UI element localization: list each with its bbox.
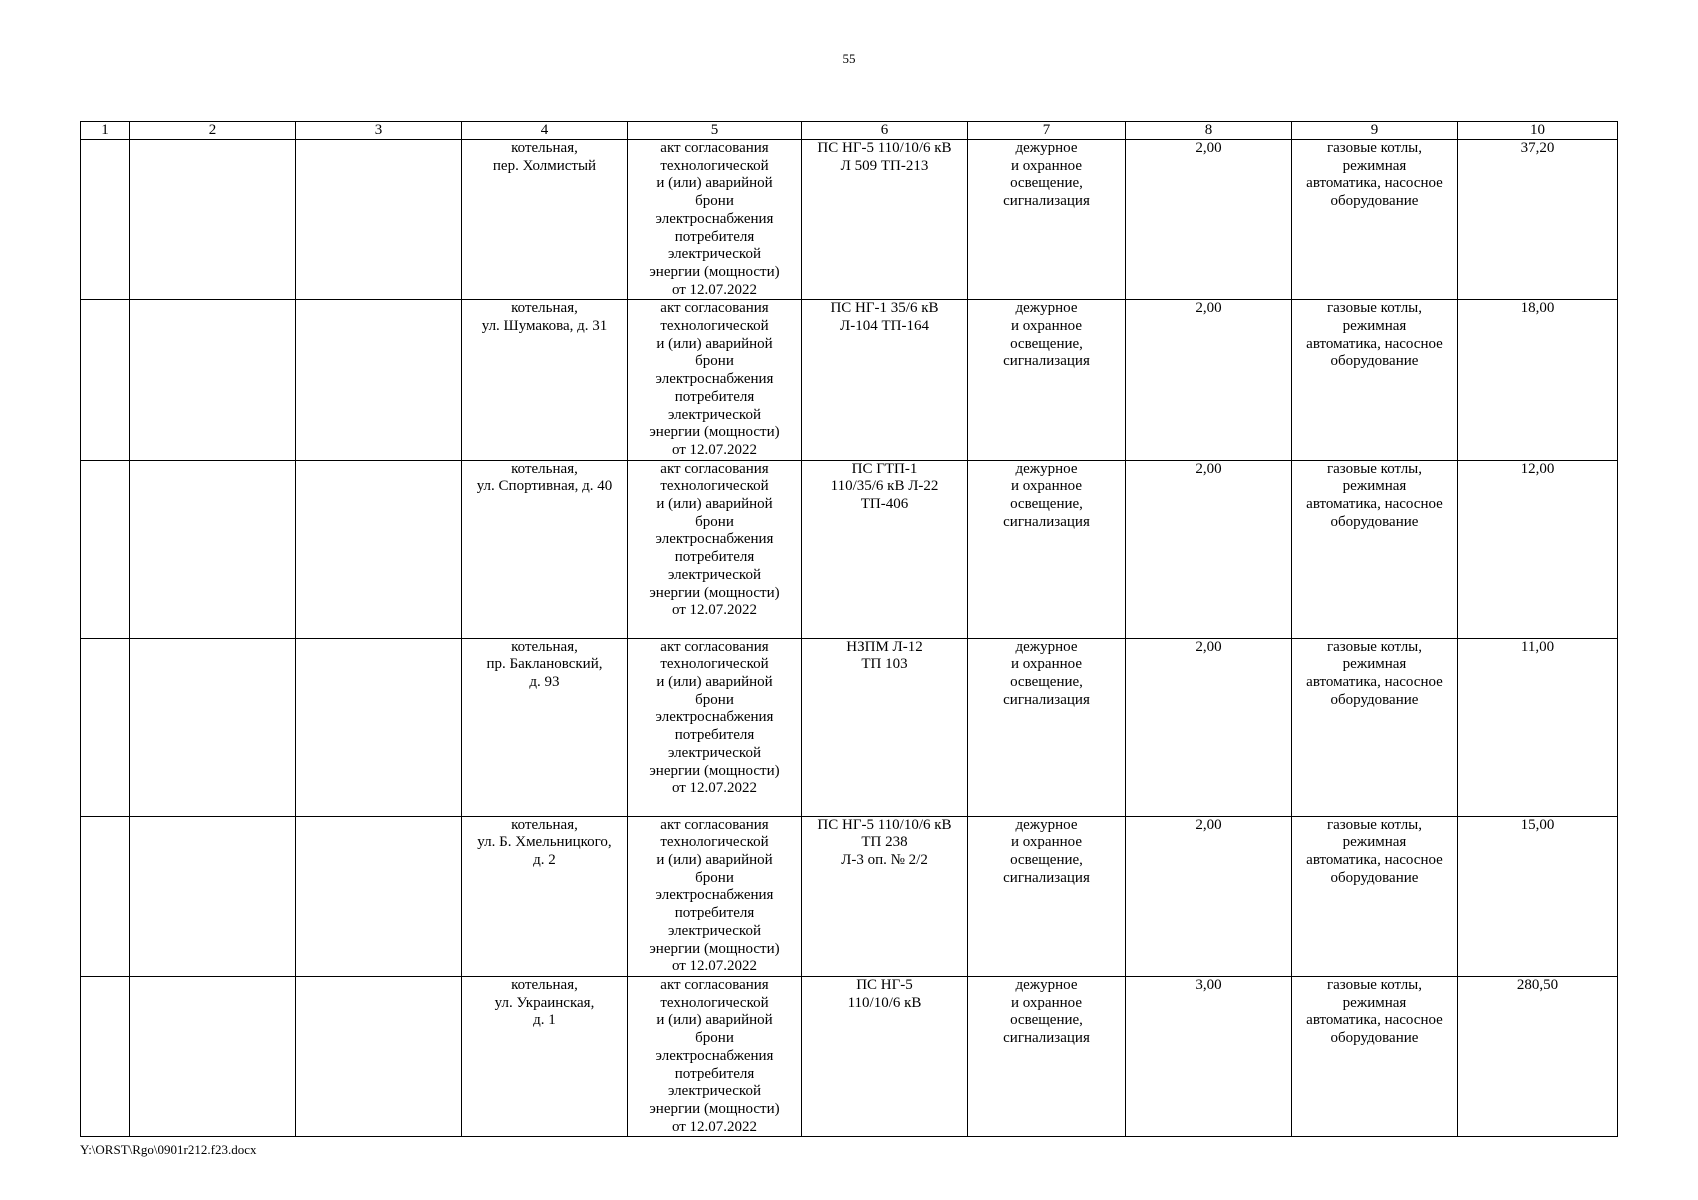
- cell-line: сигнализация: [1003, 869, 1090, 886]
- cell-line: котельная,: [511, 140, 578, 156]
- table-cell-col-7: [968, 140, 1126, 300]
- cell-line: газовые котлы,: [1326, 976, 1423, 993]
- table-cell-col-6: [802, 300, 968, 460]
- cell-line: 110/10/6 кВ: [847, 994, 922, 1011]
- cell-line: ПС НГ-1 35/6 кВ: [830, 300, 939, 317]
- table-cell-col-8: [1126, 300, 1292, 460]
- table-cell-col-9: [1292, 816, 1458, 976]
- cell-line: д. 2: [533, 852, 556, 869]
- cell-line: сигнализация: [1003, 1030, 1090, 1047]
- table-cell-col-8: [1126, 140, 1292, 300]
- cell-line: 2,00: [1195, 140, 1222, 156]
- column-header: 7: [968, 122, 1126, 140]
- cell-line: электрической: [668, 566, 761, 583]
- table-cell-empty: [130, 140, 296, 300]
- cell-line: и (или) аварийной: [656, 175, 773, 192]
- cell-line: ТП 238: [861, 834, 908, 851]
- cell-line: 110/35/6 кВ Л-22: [830, 478, 939, 495]
- cell-line: технологической: [660, 478, 769, 495]
- table-cell-col-8: [1126, 638, 1292, 816]
- cell-line: освещение,: [1010, 496, 1083, 513]
- cell-line: технологической: [660, 834, 769, 851]
- cell-line: и (или) аварийной: [656, 335, 773, 352]
- cell-line: оборудование: [1330, 1030, 1419, 1047]
- cell-line: и (или) аварийной: [656, 496, 773, 513]
- cell-line: от 12.07.2022: [671, 780, 758, 797]
- table-cell-col-9: [1292, 976, 1458, 1136]
- cell-line: и охранное: [1011, 318, 1082, 335]
- cell-line: автоматика, насосное: [1306, 674, 1443, 691]
- table-cell-col-6: [802, 638, 968, 816]
- cell-line: потребителя: [674, 727, 755, 744]
- cell-line: 11,00: [1520, 638, 1555, 655]
- cell-line: освещение,: [1010, 852, 1083, 869]
- cell-line: освещение,: [1010, 335, 1083, 352]
- table-cell-col-5: [628, 816, 802, 976]
- cell-line: потребителя: [674, 228, 755, 245]
- table-cell-col-6: [802, 140, 968, 300]
- cell-line: брони: [695, 353, 734, 370]
- cell-line: режимная: [1342, 157, 1407, 174]
- cell-line: ПС НГ-5: [856, 976, 913, 993]
- cell-line: акт согласования: [660, 638, 769, 655]
- column-header: 6: [802, 122, 968, 140]
- table-cell-col-5: [628, 140, 802, 300]
- table-cell-col-10: [1458, 300, 1618, 460]
- cell-line: электроснабжения: [655, 1047, 774, 1064]
- table-cell-col-7: [968, 300, 1126, 460]
- cell-line: ул. Шумакова, д. 31: [481, 318, 608, 335]
- table-cell-col-6: [802, 460, 968, 638]
- column-header: 1: [81, 122, 130, 140]
- cell-line: от 12.07.2022: [671, 958, 758, 975]
- table-cell-col-5: [628, 976, 802, 1136]
- column-header: 9: [1292, 122, 1458, 140]
- cell-line: и охранное: [1011, 157, 1082, 174]
- table-cell-col-4: [462, 460, 628, 638]
- cell-line: оборудование: [1330, 691, 1419, 708]
- cell-line: брони: [695, 691, 734, 708]
- table-cell-empty: [296, 976, 462, 1136]
- cell-line: оборудование: [1330, 193, 1419, 210]
- cell-line: потребителя: [674, 905, 755, 922]
- cell-line: автоматика, насосное: [1306, 175, 1443, 192]
- cell-line: ПС НГ-5 110/10/6 кВ: [817, 816, 952, 833]
- table-cell-col-9: [1292, 638, 1458, 816]
- cell-line: котельная,: [511, 300, 578, 317]
- cell-line: технологической: [660, 318, 769, 335]
- column-header: 4: [462, 122, 628, 140]
- column-header: 10: [1458, 122, 1618, 140]
- table-cell-col-8: [1126, 816, 1292, 976]
- table-cell-empty: [81, 816, 130, 976]
- table-cell-col-4: [462, 816, 628, 976]
- cell-line: электрической: [668, 406, 761, 423]
- table-body: [81, 140, 1618, 1137]
- cell-line: сигнализация: [1003, 691, 1090, 708]
- cell-line: автоматика, насосное: [1306, 335, 1443, 352]
- cell-line: энергии (мощности): [649, 1100, 780, 1117]
- cell-line: акт согласования: [660, 300, 769, 317]
- cell-line: оборудование: [1330, 869, 1419, 886]
- page-number: 55: [842, 51, 856, 66]
- cell-line: дежурное: [1015, 976, 1078, 993]
- table-cell-col-4: [462, 140, 628, 300]
- cell-line: брони: [695, 869, 734, 886]
- table-cell-empty: [296, 300, 462, 460]
- cell-line: д. 1: [533, 1012, 556, 1029]
- table-cell-empty: [130, 638, 296, 816]
- column-header: 2: [130, 122, 296, 140]
- table-row: [81, 638, 1618, 816]
- cell-line: и охранное: [1011, 656, 1082, 673]
- cell-line: брони: [695, 1030, 734, 1047]
- table-cell-col-10: [1458, 140, 1618, 300]
- cell-line: акт согласования: [660, 140, 769, 156]
- cell-line: сигнализация: [1003, 193, 1090, 210]
- table-cell-empty: [130, 976, 296, 1136]
- cell-line: электроснабжения: [655, 210, 774, 227]
- cell-line: и (или) аварийной: [656, 852, 773, 869]
- cell-line: ПС НГ-5 110/10/6 кВ: [817, 140, 952, 156]
- table-row: [81, 816, 1618, 976]
- cell-line: энергии (мощности): [649, 263, 780, 280]
- cell-line: д. 93: [529, 674, 560, 691]
- document-table: [80, 121, 1618, 1137]
- cell-line: и (или) аварийной: [656, 674, 773, 691]
- cell-line: автоматика, насосное: [1306, 852, 1443, 869]
- cell-line: освещение,: [1010, 1012, 1083, 1029]
- cell-line: технологической: [660, 157, 769, 174]
- column-header: 3: [296, 122, 462, 140]
- table-cell-empty: [296, 460, 462, 638]
- table-cell-col-10: [1458, 816, 1618, 976]
- cell-line: котельная,: [511, 638, 578, 655]
- cell-line: 2,00: [1195, 816, 1222, 833]
- cell-line: и охранное: [1011, 994, 1082, 1011]
- cell-line: автоматика, насосное: [1306, 1012, 1443, 1029]
- table-cell-col-8: [1126, 976, 1292, 1136]
- footer-file-path: Y:\ORST\Rgo\0901r212.f23.docx: [80, 1142, 257, 1157]
- cell-line: и охранное: [1011, 478, 1082, 495]
- cell-line: ул. Украинская,: [494, 994, 595, 1011]
- cell-line: электроснабжения: [655, 709, 774, 726]
- cell-line: от 12.07.2022: [671, 602, 758, 619]
- cell-line: 2,00: [1195, 300, 1222, 317]
- cell-line: дежурное: [1015, 460, 1078, 477]
- cell-line: 12,00: [1520, 460, 1555, 477]
- cell-line: Л-104 ТП-164: [840, 318, 929, 335]
- cell-line: режимная: [1342, 478, 1407, 495]
- cell-line: энергии (мощности): [649, 584, 780, 601]
- table-row: [81, 140, 1618, 300]
- cell-line: от 12.07.2022: [671, 281, 758, 298]
- table-cell-col-10: [1458, 460, 1618, 638]
- cell-line: 37,20: [1520, 140, 1555, 156]
- cell-line: ул. Спортивная, д. 40: [476, 478, 613, 495]
- cell-line: газовые котлы,: [1326, 816, 1423, 833]
- cell-line: электрической: [668, 1083, 761, 1100]
- cell-line: 18,00: [1520, 300, 1555, 317]
- cell-line: электрической: [668, 922, 761, 939]
- cell-line: от 12.07.2022: [671, 441, 758, 458]
- cell-line: акт согласования: [660, 976, 769, 993]
- cell-line: дежурное: [1015, 816, 1078, 833]
- cell-line: ул. Б. Хмельницкого,: [477, 834, 612, 851]
- cell-line: оборудование: [1330, 353, 1419, 370]
- cell-line: потребителя: [674, 388, 755, 405]
- cell-line: режимная: [1342, 834, 1407, 851]
- cell-line: 3,00: [1195, 976, 1222, 993]
- cell-line: энергии (мощности): [649, 940, 780, 957]
- table-cell-col-6: [802, 976, 968, 1136]
- cell-line: электрической: [668, 744, 761, 761]
- table-cell-empty: [81, 300, 130, 460]
- table-cell-empty: [81, 638, 130, 816]
- cell-line: пер. Холмистый: [492, 157, 597, 174]
- table-cell-empty: [81, 460, 130, 638]
- cell-line: технологической: [660, 656, 769, 673]
- cell-line: потребителя: [674, 549, 755, 566]
- table-cell-col-9: [1292, 460, 1458, 638]
- cell-line: оборудование: [1330, 513, 1419, 530]
- cell-line: газовые котлы,: [1326, 140, 1423, 156]
- table-cell-col-5: [628, 638, 802, 816]
- cell-line: НЗПМ Л-12: [846, 638, 923, 655]
- cell-line: энергии (мощности): [649, 762, 780, 779]
- cell-line: режимная: [1342, 318, 1407, 335]
- cell-line: электрической: [668, 246, 761, 263]
- cell-line: электроснабжения: [655, 371, 774, 388]
- table-cell-col-5: [628, 460, 802, 638]
- cell-line: автоматика, насосное: [1306, 496, 1443, 513]
- cell-line: акт согласования: [660, 460, 769, 477]
- cell-line: газовые котлы,: [1326, 638, 1423, 655]
- table-cell-col-7: [968, 976, 1126, 1136]
- cell-line: потребителя: [674, 1065, 755, 1082]
- cell-line: энергии (мощности): [649, 424, 780, 441]
- cell-line: ТП 103: [861, 656, 908, 673]
- cell-line: технологической: [660, 994, 769, 1011]
- cell-line: режимная: [1342, 656, 1407, 673]
- table-cell-col-10: [1458, 976, 1618, 1136]
- table-cell-empty: [81, 140, 130, 300]
- cell-line: котельная,: [511, 976, 578, 993]
- cell-line: дежурное: [1015, 638, 1078, 655]
- table-cell-empty: [81, 976, 130, 1136]
- cell-line: Л-3 оп. № 2/2: [841, 852, 928, 869]
- table-cell-col-8: [1126, 460, 1292, 638]
- cell-line: газовые котлы,: [1326, 460, 1423, 477]
- cell-line: 280,50: [1516, 976, 1559, 993]
- cell-line: котельная,: [511, 816, 578, 833]
- table-cell-col-4: [462, 638, 628, 816]
- table-cell-col-4: [462, 300, 628, 460]
- table-row: [81, 460, 1618, 638]
- cell-line: электроснабжения: [655, 531, 774, 548]
- table-cell-col-5: [628, 300, 802, 460]
- cell-line: пр. Баклановский,: [486, 656, 603, 673]
- cell-line: брони: [695, 513, 734, 530]
- cell-line: режимная: [1342, 994, 1407, 1011]
- table-cell-empty: [130, 300, 296, 460]
- table-cell-col-9: [1292, 300, 1458, 460]
- cell-line: и охранное: [1011, 834, 1082, 851]
- table-cell-empty: [296, 638, 462, 816]
- table-cell-empty: [296, 140, 462, 300]
- table-row: [81, 300, 1618, 460]
- cell-line: дежурное: [1015, 140, 1078, 156]
- cell-line: и (или) аварийной: [656, 1012, 773, 1029]
- cell-line: освещение,: [1010, 175, 1083, 192]
- cell-line: котельная,: [511, 460, 578, 477]
- cell-line: 15,00: [1520, 816, 1555, 833]
- table-cell-col-7: [968, 638, 1126, 816]
- table-cell-col-7: [968, 816, 1126, 976]
- table-cell-empty: [130, 460, 296, 638]
- cell-line: сигнализация: [1003, 513, 1090, 530]
- cell-line: акт согласования: [660, 816, 769, 833]
- cell-line: брони: [695, 193, 734, 210]
- table-cell-empty: [130, 816, 296, 976]
- table-cell-col-7: [968, 460, 1126, 638]
- table-cell-col-6: [802, 816, 968, 976]
- cell-line: сигнализация: [1003, 353, 1090, 370]
- cell-line: 2,00: [1195, 460, 1222, 477]
- column-header: 5: [628, 122, 802, 140]
- column-header: 8: [1126, 122, 1292, 140]
- table-row: [81, 976, 1618, 1136]
- cell-line: освещение,: [1010, 674, 1083, 691]
- table-cell-col-4: [462, 976, 628, 1136]
- cell-line: газовые котлы,: [1326, 300, 1423, 317]
- cell-line: ПС ГТП-1: [851, 460, 918, 477]
- cell-line: дежурное: [1015, 300, 1078, 317]
- cell-line: 2,00: [1195, 638, 1222, 655]
- table-cell-col-10: [1458, 638, 1618, 816]
- cell-line: электроснабжения: [655, 887, 774, 904]
- table-cell-col-9: [1292, 140, 1458, 300]
- table-cell-empty: [296, 816, 462, 976]
- table-header-row: [81, 122, 1618, 140]
- cell-line: от 12.07.2022: [671, 1118, 758, 1135]
- cell-line: Л 509 ТП-213: [840, 157, 929, 174]
- cell-line: ТП-406: [860, 496, 909, 513]
